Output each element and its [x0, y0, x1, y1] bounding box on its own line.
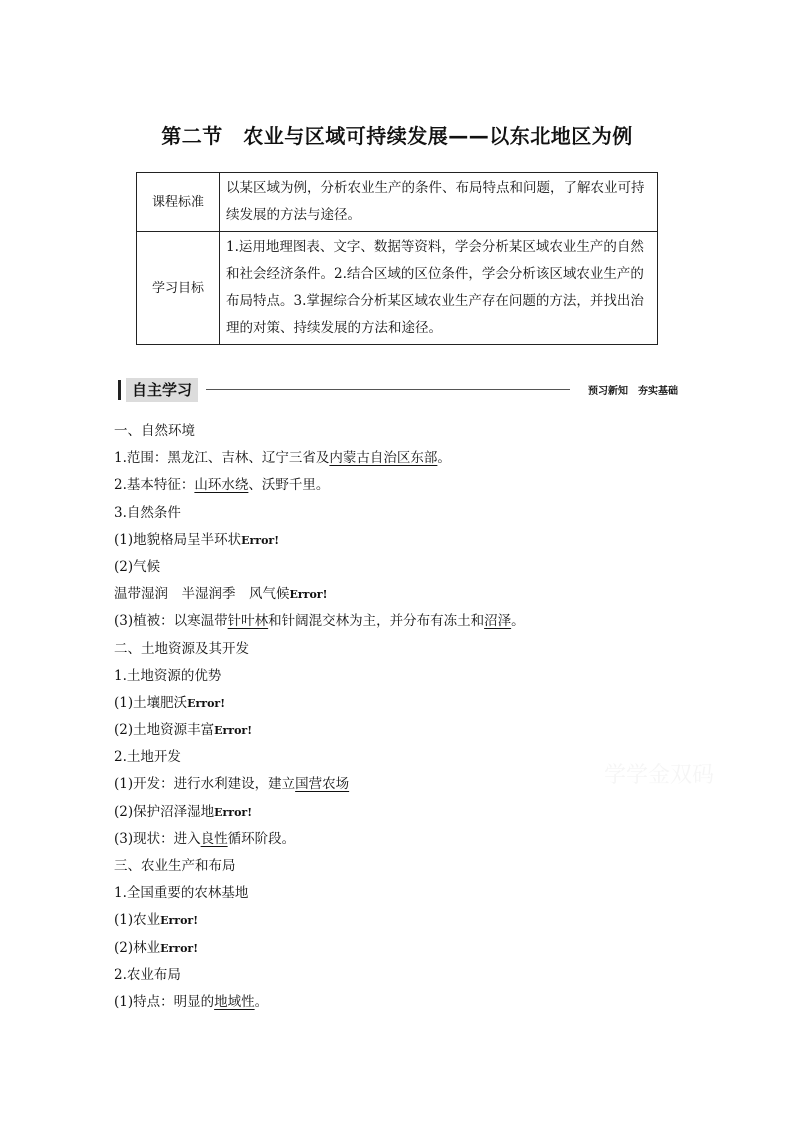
error-text: Error!: [241, 533, 280, 547]
text-line: 3.自然条件: [114, 504, 181, 521]
underlined-answer: 地域性: [214, 993, 255, 1010]
course-standard-label: 课程标准: [137, 173, 220, 232]
standards-table: [136, 172, 658, 345]
section-label: 自主学习: [126, 378, 198, 402]
underlined-answer: 山环水绕: [194, 477, 249, 494]
text-line: (2)保护沼泽湿地Error!: [114, 803, 253, 820]
text-line: (2)气候: [114, 558, 161, 575]
learning-goal-text: 1.运用地理图表、文字、数据等资料，学会分析某区域农业生产的自然和社会经济条件。2.结合区域的区位条件，学会分析该区域农业生产的布局特点。3.掌握综合分析某区域农业生产存在问题的方法，并找出治理的对策、持续发展的方法和途径。: [220, 232, 658, 345]
text-line: (3)现状：进入良性循环阶段。: [114, 830, 296, 847]
text-line: 2.基本特征：山环水绕、沃野千里。: [114, 477, 330, 494]
text-line: (1)农业Error!: [114, 912, 199, 929]
content: [114, 418, 674, 1016]
underlined-answer: 针叶林: [227, 613, 269, 630]
text-line: 1.土地资源的优势: [114, 667, 222, 684]
error-text: Error!: [187, 696, 226, 710]
table-row: [137, 232, 658, 345]
error-text: Error!: [289, 588, 328, 602]
section-divider: [206, 389, 570, 390]
table-row: [137, 173, 658, 232]
underlined-answer: 沼泽: [484, 613, 512, 630]
text-line: 2.土地开发: [114, 749, 181, 766]
text-line: (2)林业Error!: [114, 939, 199, 956]
text-line: (3)植被：以寒温带针叶林和针阔混交林为主，并分布有冻土和沼泽。: [114, 613, 525, 630]
text-line: (1)土壤肥沃Error!: [114, 694, 226, 711]
text-line: 1.全国重要的农林基地: [114, 885, 249, 902]
underlined-answer: 良性: [200, 830, 228, 847]
learning-goal-label: 学习目标: [137, 232, 220, 345]
text-line: 2.农业布局: [114, 966, 181, 983]
page-title: 第二节 农业与区域可持续发展——以东北地区为例: [161, 124, 633, 148]
text-line: 温带湿润 半湿润季 风气候Error!: [114, 586, 328, 603]
text-line: (2)土地资源丰富Error!: [114, 722, 253, 739]
heading-agriculture-layout: 三、农业生产和布局: [114, 858, 236, 874]
error-text: Error!: [160, 941, 199, 955]
section-bar: [118, 380, 121, 400]
underlined-answer: 内蒙古自治区东部: [329, 450, 438, 467]
error-text: Error!: [214, 805, 253, 819]
heading-natural-environment: 一、自然环境: [114, 423, 195, 439]
course-standard-text: 以某区域为例，分析农业生产的条件、布局特点和问题，了解农业可持续发展的方法与途径。: [220, 173, 658, 232]
heading-land-resources: 二、土地资源及其开发: [114, 640, 249, 657]
text-line: (1)地貌格局呈半环状Error!: [114, 531, 280, 548]
error-text: Error!: [160, 914, 199, 928]
text-line: (1)特点：明显的地域性。: [114, 993, 269, 1010]
text-line: (1)开发：进行水利建设，建立国营农场: [114, 776, 350, 793]
section-header: [118, 378, 678, 402]
watermark: 学学金双码: [604, 763, 715, 788]
text-line: 1.范围：黑龙江、吉林、辽宁三省及内蒙古自治区东部。: [114, 450, 451, 467]
error-text: Error!: [214, 724, 253, 738]
underlined-answer: 国营农场: [295, 776, 350, 793]
section-right-text: 预习新知 夯实基础: [588, 386, 678, 397]
